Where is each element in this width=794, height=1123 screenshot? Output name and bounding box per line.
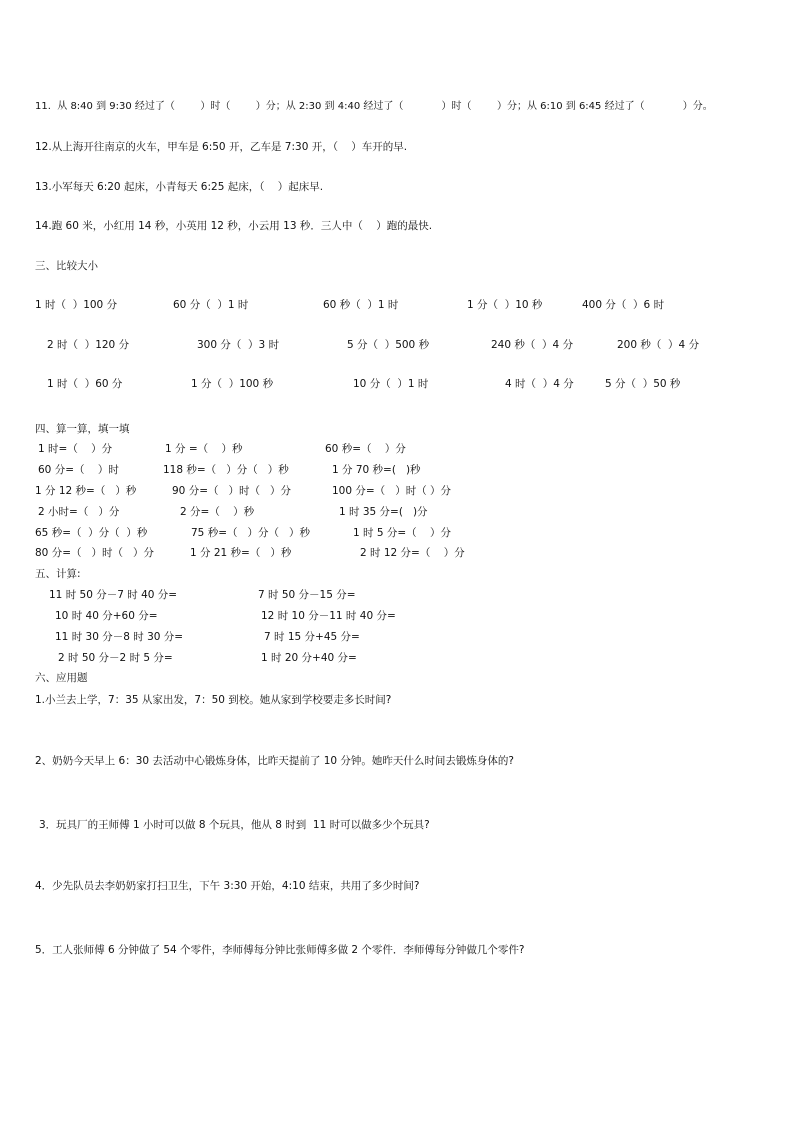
compare-item: 1 分（ ）100 秒 xyxy=(191,378,274,390)
section-calc-title: 五、计算: xyxy=(35,568,81,580)
calcfill-item: 75 秒=（ ）分（ ）秒 xyxy=(191,527,311,539)
word-problem-2: 2、奶奶今天早上 6：30 去活动中心锻炼身体，比昨天提前了 10 分钟。她昨天什么时间去锻炼身体的? xyxy=(35,755,515,767)
calcfill-item: 2 小时=（ ）分 xyxy=(38,506,120,518)
calcfill-item: 118 秒=（ ）分（ ）秒 xyxy=(163,464,289,476)
compare-item: 200 秒（ ）4 分 xyxy=(617,339,700,351)
calcfill-item: 60 秒=（ ）分 xyxy=(325,443,406,455)
question-13: 13.小军每天 6:20 起床，小青每天 6:25 起床，（ ）起床早. xyxy=(35,181,324,193)
calc-item: 10 时 40 分+60 分= xyxy=(55,610,158,622)
calcfill-item: 1 分 =（ ）秒 xyxy=(165,443,243,455)
question-11: 11. 从 8:40 到 9:30 经过了（ ）时（ ）分；从 2:30 到 4:40 经过了（ ）时（ ）分；从 6:10 到 6:45 经过了（ ）分。 xyxy=(35,101,713,112)
compare-item: 1 时（ ）60 分 xyxy=(47,378,123,390)
word-problem-5: 5．工人张师傅 6 分钟做了 54 个零件，李师傅每分钟比张师傅多做 2 个零件．李师傅每分钟做几个零件? xyxy=(35,944,525,956)
calc-item: 11 时 30 分－8 时 30 分= xyxy=(55,631,184,643)
compare-item: 1 分（ ）10 秒 xyxy=(467,299,543,311)
compare-item: 400 分（ ）6 时 xyxy=(582,299,665,311)
calcfill-item: 1 时=（ ）分 xyxy=(38,443,113,455)
compare-item: 5 分（ ）500 秒 xyxy=(347,339,430,351)
calc-item: 7 时 15 分+45 分= xyxy=(264,631,360,643)
compare-item: 1 时（ ）100 分 xyxy=(35,299,118,311)
calcfill-item: 1 时 5 分=（ ）分 xyxy=(353,527,452,539)
calcfill-item: 1 时 35 分=( )分 xyxy=(339,506,428,518)
section-apply-title: 六、应用题 xyxy=(35,672,88,684)
compare-item: 10 分（ ）1 时 xyxy=(353,378,429,390)
question-12: 12.从上海开往南京的火车，甲车是 6:50 开，乙车是 7:30 开，（ ）车开的早. xyxy=(35,141,408,153)
calcfill-item: 2 分=（ ）秒 xyxy=(180,506,255,518)
calc-item: 1 时 20 分+40 分= xyxy=(261,652,357,664)
calc-item: 12 时 10 分－11 时 40 分= xyxy=(261,610,396,622)
compare-item: 60 分（ ）1 时 xyxy=(173,299,249,311)
calcfill-item: 1 分 21 秒=（ ）秒 xyxy=(190,547,292,559)
calc-item: 7 时 50 分－15 分= xyxy=(258,589,356,601)
word-problem-4: 4．少先队员去李奶奶家打扫卫生，下午 3:30 开始，4:10 结束，共用了多少时间? xyxy=(35,880,420,892)
compare-item: 60 秒（ ）1 时 xyxy=(323,299,399,311)
calcfill-item: 60 分=（ ）时 xyxy=(38,464,119,476)
compare-item: 5 分（ ）50 秒 xyxy=(605,378,681,390)
section-compare-title: 三、比较大小 xyxy=(35,260,98,272)
compare-item: 300 分（ ）3 时 xyxy=(197,339,280,351)
calc-item: 2 时 50 分－2 时 5 分= xyxy=(58,652,173,664)
calcfill-item: 100 分=（ ）时（ ）分 xyxy=(332,485,452,497)
calcfill-item: 2 时 12 分=（ ）分 xyxy=(360,547,465,559)
calcfill-item: 90 分=（ ）时（ ）分 xyxy=(172,485,292,497)
calcfill-item: 1 分 12 秒=（ ）秒 xyxy=(35,485,137,497)
question-14: 14.跑 60 米，小红用 14 秒，小英用 12 秒，小云用 13 秒．三人中（ ）跑的最快. xyxy=(35,220,433,232)
calcfill-item: 80 分=（ ）时（ ）分 xyxy=(35,547,155,559)
word-problem-1: 1.小兰去上学，7：35 从家出发，7：50 到校。她从家到学校要走多长时间? xyxy=(35,694,392,706)
calcfill-item: 1 分 70 秒=( )秒 xyxy=(332,464,421,476)
calcfill-item: 65 秒=（ ）分（ ）秒 xyxy=(35,527,148,539)
compare-item: 2 时（ ）120 分 xyxy=(47,339,130,351)
word-problem-3: 3．玩具厂的王师傅 1 小时可以做 8 个玩具，他从 8 时到 11 时可以做多少个玩具? xyxy=(39,819,430,831)
calc-item: 11 时 50 分－7 时 40 分= xyxy=(49,589,178,601)
section-calcfill-title: 四、算一算，填一填 xyxy=(35,423,130,435)
compare-item: 4 时（ ）4 分 xyxy=(505,378,574,390)
compare-item: 240 秒（ ）4 分 xyxy=(491,339,574,351)
